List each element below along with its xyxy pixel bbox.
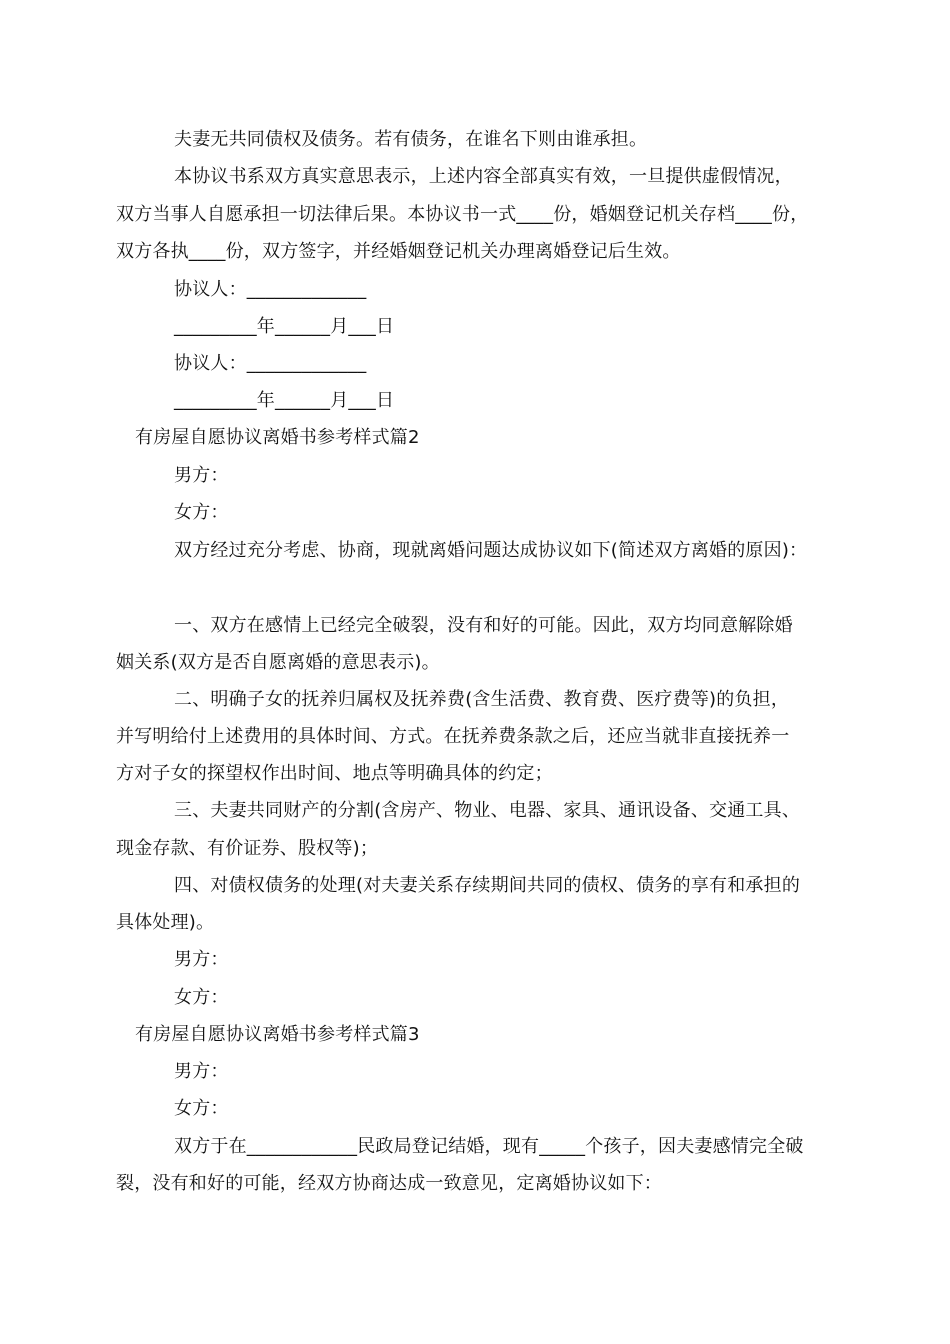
text-line: 姻关系(双方是否自愿离婚的意思表示)。 — [116, 652, 440, 673]
section-heading: 有房屋自愿协议离婚书参考样式篇3 — [135, 1024, 420, 1045]
section-heading: 有房屋自愿协议离婚书参考样式篇2 — [135, 427, 420, 448]
text-line: 裂，没有和好的可能，经双方协商达成一致意见，定离婚协议如下： — [116, 1173, 662, 1194]
party-label: 男方： — [174, 1061, 229, 1082]
text-line: 一、双方在感情上已经完全破裂，没有和好的可能。因此，双方均同意解除婚 — [174, 615, 793, 636]
text-line: 双方于在____________民政局登记结婚，现有_____个孩子，因夫妻感情完全破 — [174, 1136, 804, 1157]
signature-label: 协议人：_____________ — [174, 279, 367, 300]
text-line: 双方经过充分考虑、协商，现就离婚问题达成协议如下(简述双方离婚的原因)： — [174, 540, 808, 561]
text-line: 四、对债权债务的处理(对夫妻关系存续期间共同的债权、债务的享有和承担的 — [174, 875, 801, 896]
party-label: 男方： — [174, 949, 229, 970]
text-line: 双方当事人自愿承担一切法律后果。本协议书一式____份，婚姻登记机关存档____份， — [116, 204, 809, 225]
date-line: _________年______月___日 — [174, 390, 395, 411]
party-label: 女方： — [174, 502, 229, 523]
text-line: 并写明给付上述费用的具体时间、方式。在抚养费条款之后，还应当就非直接抚养一 — [116, 726, 790, 747]
text-line: 方对子女的探望权作出时间、地点等明确具体的约定； — [116, 763, 553, 784]
signature-label: 协议人：_____________ — [174, 353, 367, 374]
date-line: _________年______月___日 — [174, 316, 395, 337]
text-line: 具体处理)。 — [116, 912, 215, 933]
party-label: 女方： — [174, 1098, 229, 1119]
text-line: 三、夫妻共同财产的分割(含房产、物业、电器、家具、通讯设备、交通工具、 — [174, 800, 801, 821]
party-label: 男方： — [174, 465, 229, 486]
text-line: 夫妻无共同债权及债务。若有债务，在谁名下则由谁承担。 — [174, 129, 648, 150]
text-line: 本协议书系双方真实意思表示，上述内容全部真实有效，一旦提供虚假情况， — [174, 166, 793, 187]
party-label: 女方： — [174, 987, 229, 1008]
text-line: 二、明确子女的抚养归属权及抚养费(含生活费、教育费、医疗费等)的负担， — [174, 689, 790, 710]
text-line: 双方各执____份，双方签字，并经婚姻登记机关办理离婚登记后生效。 — [116, 241, 681, 262]
text-line: 现金存款、有价证券、股权等)； — [116, 838, 379, 859]
